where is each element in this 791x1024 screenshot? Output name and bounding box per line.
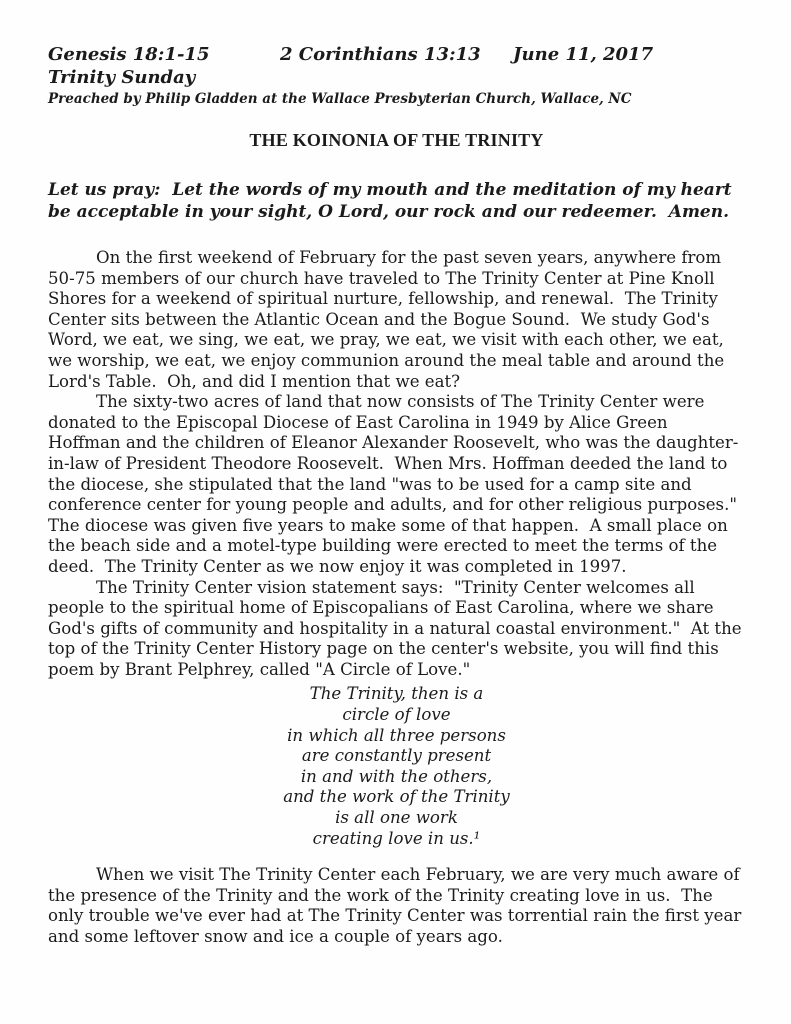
poem-line: The Trinity, then is a	[309, 684, 484, 704]
poem-line: in which all three persons	[287, 725, 506, 745]
sermon-date: June 11, 2017	[513, 44, 654, 65]
body-paragraph-4: When we visit The Trinity Center each February, we are very much aware of the presence of the Trinity and the work of the Trinity creating love in us. The only trouble we've ever had at The Trinity Center was torrential rain the first year and some leftover snow and ice a couple of years ago.	[48, 865, 747, 946]
poem-line: is all one work	[335, 808, 458, 828]
poem-line-with-footnote: creating love in us.¹	[312, 828, 481, 848]
poem-line: are constantly present	[301, 746, 492, 766]
body-paragraph-2: The sixty-two acres of land that now consists of The Trinity Center were donated to the Episcopal Diocese of East Carolina in 1949 by Alice Green Hoffman and the children of Eleanor Alexander Roosevelt, who was the daughter-in-law of President Theodore Roosevelt. When Mrs. Hoffman deeded the land to the diocese, she stipulated that the land "was to be used for a camp site and conference center for young people and adults, and for other religious purposes." The diocese was given five years to make some of that happen. A small place on the beach side and a motel-type building were erected to meet the terms of the deed. The Trinity Center as we now enjoy it was completed in 1997.	[48, 392, 748, 576]
poem-line: and the work of the Trinity	[283, 787, 510, 807]
circle-of-love-poem	[48, 684, 745, 849]
poem-line: in and with the others,	[300, 766, 493, 786]
preacher-byline: Preached by Philip Gladden at the Wallace Presbyterian Church, Wallace, NC	[48, 91, 632, 107]
document-header-line-1	[48, 44, 745, 66]
scripture-reference-1: Genesis 18:1-15	[48, 44, 210, 65]
poem-line: circle of love	[342, 705, 451, 725]
sermon-body	[48, 248, 748, 948]
sermon-title: THE KOINONIA OF THE TRINITY	[249, 130, 544, 150]
sermon-occasion: Trinity Sunday	[48, 67, 196, 88]
body-paragraph-3: The Trinity Center vision statement says: "Trinity Center welcomes all people to the spiritual home of Episcopalians of East Carolina, where we share God's gifts of community and hospitality in a natural coastal environment." At the top of the Trinity Center History page on the center's website, you will find this poem by Brant Pelphrey, called "A Circle of Love."	[48, 577, 747, 679]
body-paragraph-1: On the first weekend of February for the past seven years, anywhere from 50-75 members of our church have traveled to The Trinity Center at Pine Knoll Shores for a weekend of spiritual nurture, fellowship, and renewal. The Trinity Center sits between the Atlantic Ocean and the Bogue Sound. We study God's Word, we eat, we sing, we eat, we pray, we eat, we visit with each other, we eat, we worship, we eat, we enjoy communion around the meal table and around the Lord's Table. Oh, and did I mention that we eat?	[48, 248, 730, 391]
scripture-reference-2: 2 Corinthians 13:13	[280, 44, 481, 65]
opening-prayer: Let us pray: Let the words of my mouth and the meditation of my heart be acceptable in your sight, O Lord, our rock and our redeemer. Amen.	[48, 180, 738, 222]
